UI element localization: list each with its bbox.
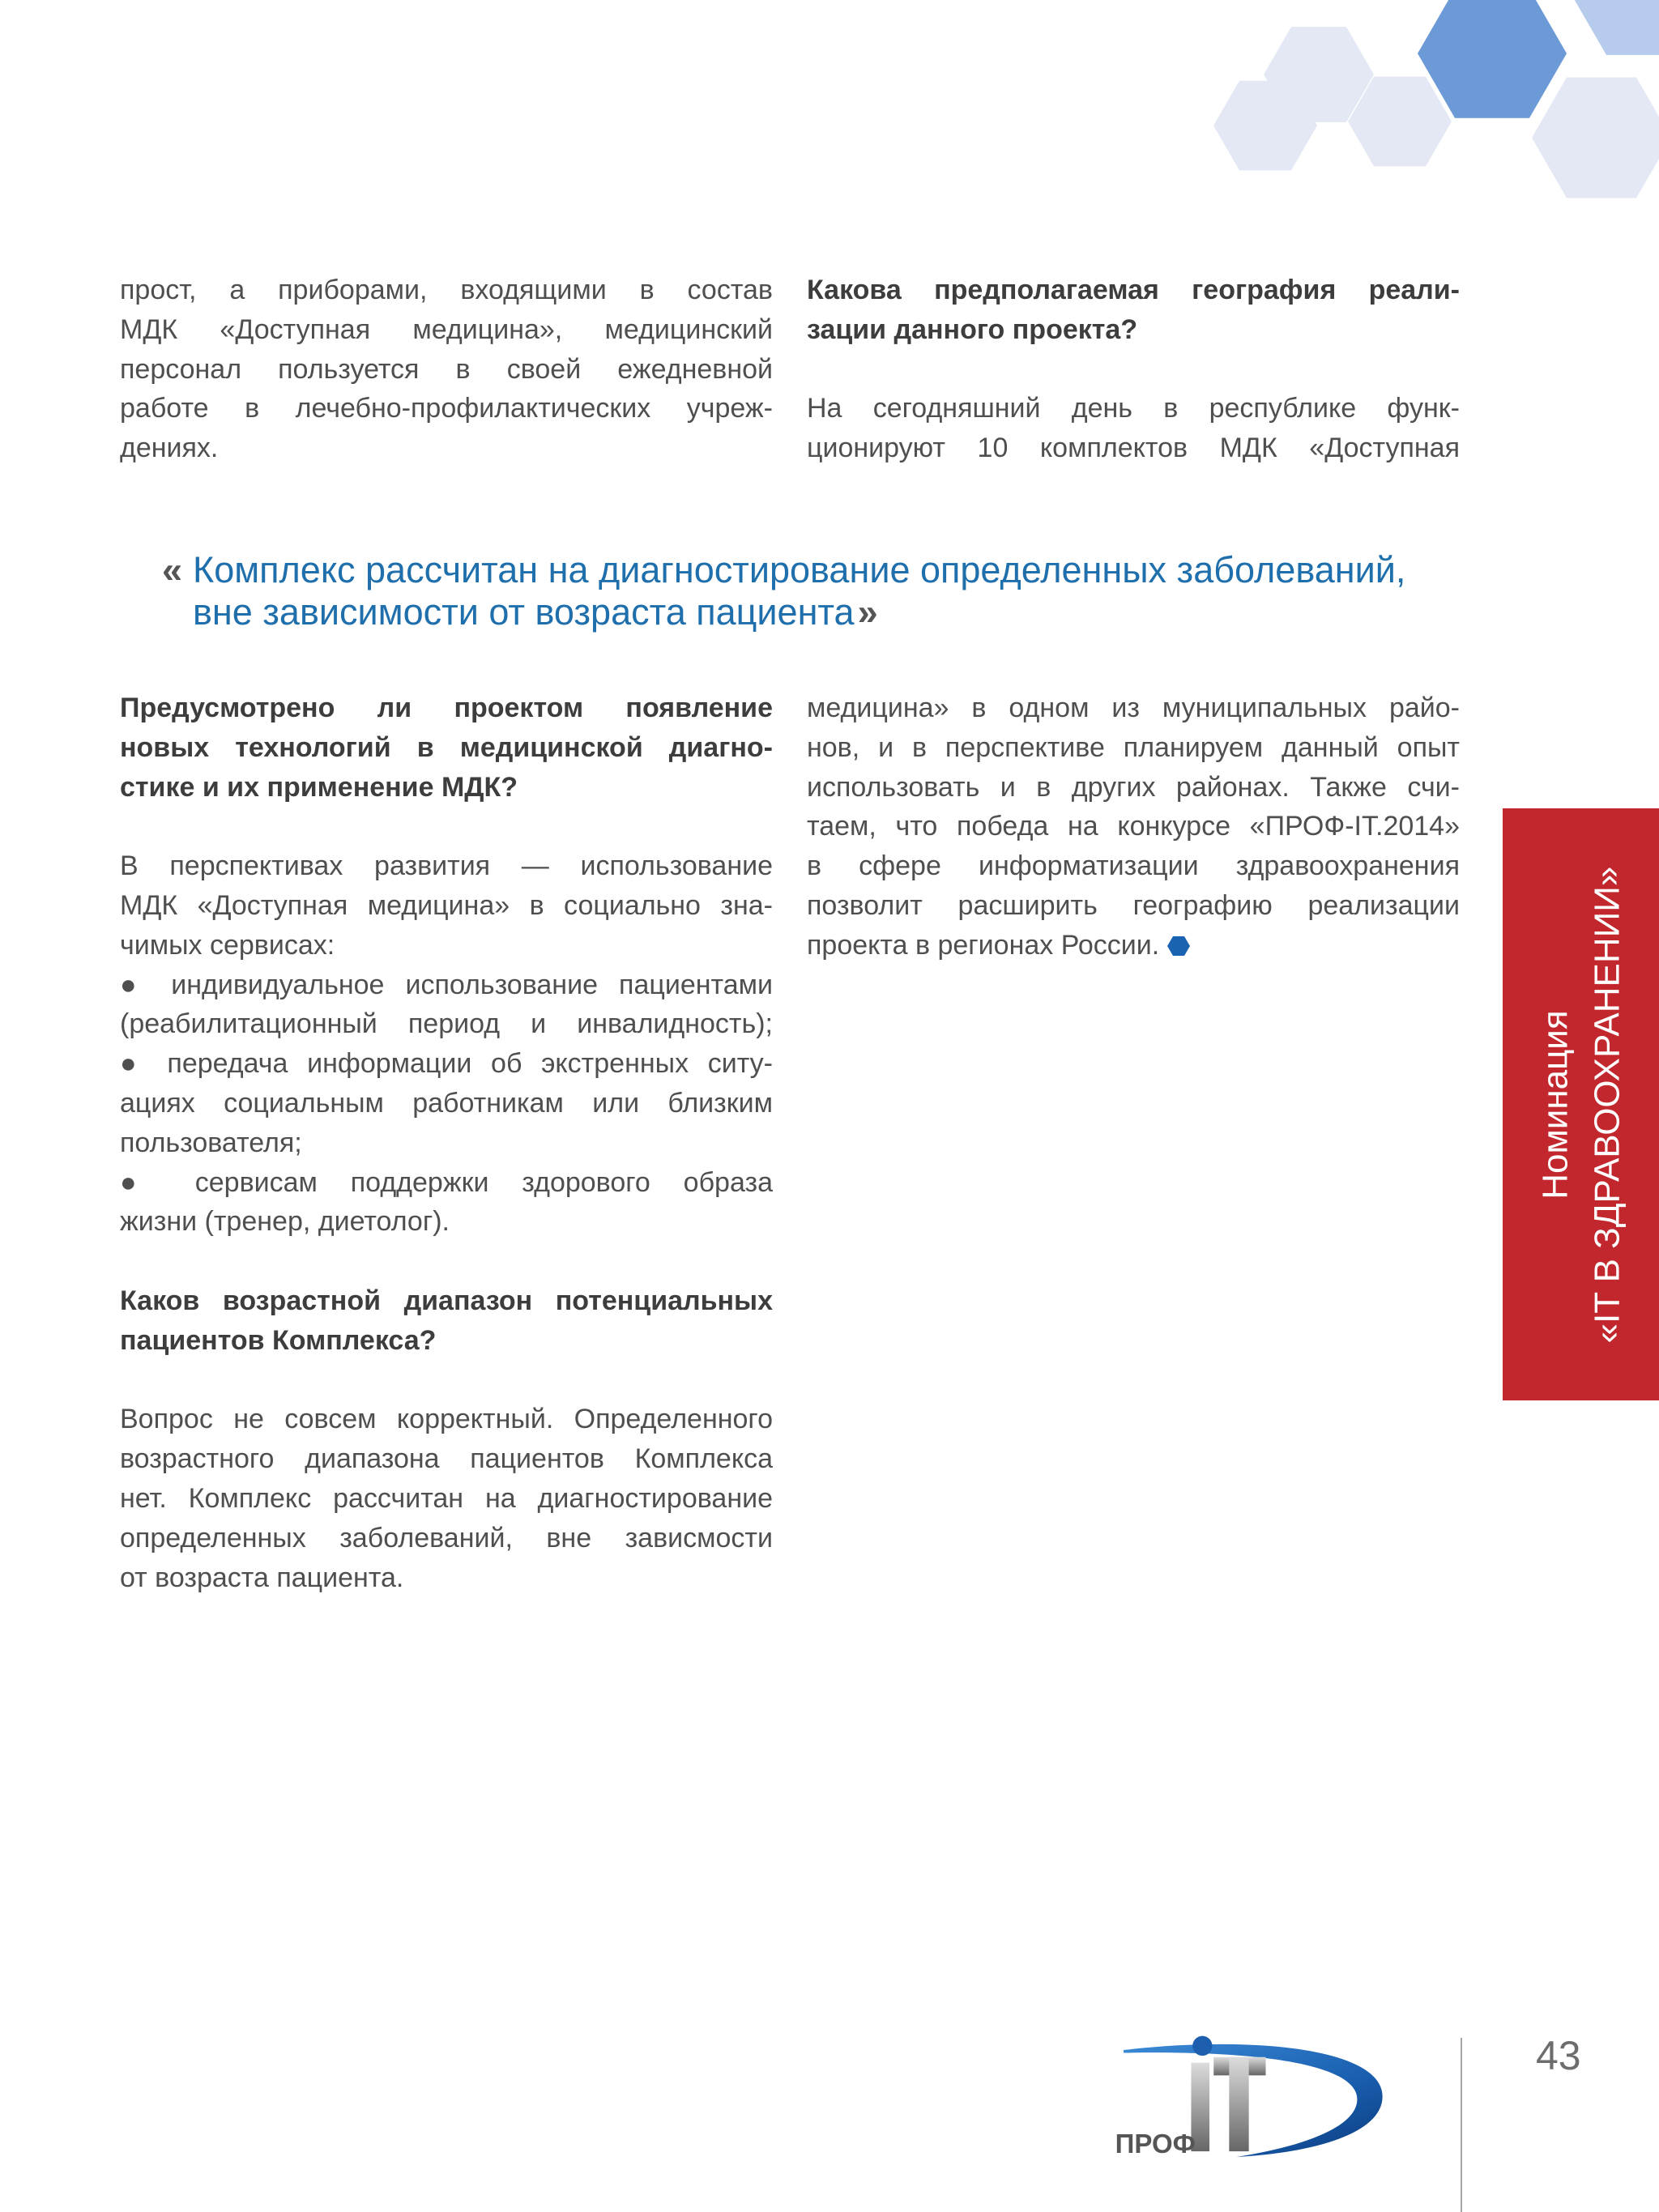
- nomination-side-banner: [1503, 808, 1659, 1400]
- top-right-text-column: [807, 271, 1460, 468]
- body-text-line: ционируют 10 комплектов МДК «Доступная: [807, 433, 1460, 464]
- bullet-item-line: ● передача информации об экстренных ситу-: [120, 1048, 773, 1080]
- body-text-line: работе в лечебно-профилактических учреж-: [120, 393, 773, 424]
- bullet-item-line: ациях социальным работникам или близким: [120, 1087, 773, 1119]
- body-text-line: дениях.: [120, 433, 219, 464]
- paragraph-gap: [807, 350, 1460, 390]
- body-text-line: от возраста пациента.: [120, 1562, 404, 1593]
- body-text-line: позволит расширить географию реализации: [807, 889, 1460, 921]
- pull-quote-text: вне зависимости от возраста пациента: [193, 591, 855, 633]
- paragraph-gap: [120, 1361, 773, 1400]
- right-text-column: [807, 688, 1460, 965]
- pull-quote-text: Комплекс рассчитан на диагностирование определенных заболеваний,: [193, 549, 1406, 590]
- prof-it-logo: [1115, 2029, 1390, 2163]
- hexagon-cluster-icon: [1199, 0, 1659, 211]
- bullet-item-line: жизни (тренер, диетолог).: [120, 1206, 450, 1238]
- question-heading-line: пациентов Комплекса?: [120, 1324, 437, 1356]
- top-left-text-column: [120, 271, 773, 468]
- hexagon-shape: [1570, 0, 1659, 55]
- body-text-line: медицина» в одном из муниципальных райо-: [807, 693, 1460, 723]
- page-number: 43: [1536, 2033, 1581, 2078]
- question-heading-line: Каков возрастной диапазон потенциальных: [120, 1285, 773, 1316]
- bullet-item-line: ● сервисам поддержки здорового образа: [120, 1166, 773, 1198]
- question-heading-line: новых технологий в медицинской диагно-: [120, 731, 773, 763]
- body-text-line: нов, и в перспективе планируем данный опыт: [807, 731, 1460, 763]
- body-text-line: в сфере информатизации здравоохранения: [807, 850, 1460, 882]
- question-heading-line: зации данного проекта?: [807, 313, 1138, 345]
- pull-quote: [162, 549, 1458, 633]
- body-text-line: возрастного диапазона пациентов Комплекса: [120, 1443, 773, 1475]
- paragraph-gap: [120, 1242, 773, 1281]
- question-heading-line: Какова предполагаемая география реали-: [807, 275, 1460, 305]
- banner-line-nomination: Номинация: [1534, 1009, 1575, 1200]
- pull-quote-line: [162, 591, 1458, 633]
- hexagon-shape: [1532, 78, 1659, 198]
- logo-letter-t-stem-shape: [1229, 2057, 1248, 2151]
- quote-open-mark: «: [162, 549, 183, 590]
- bullet-item-line: (реабилитационный период и инвалидность);: [120, 1008, 773, 1040]
- body-text-line: В перспективах развития — использование: [120, 850, 773, 882]
- body-text-line: использовать и в других районах. Также счи-: [807, 771, 1460, 803]
- nomination-banner-text: [1503, 808, 1659, 1400]
- bullet-item-line: ● индивидуальное использование пациентами: [120, 969, 773, 1000]
- body-text-line: таем, что победа на конкурсе «ПРОФ-IT.2014»: [807, 811, 1460, 842]
- body-text-line: прост, а приборами, входящими в состав: [120, 275, 773, 305]
- body-text-line: [807, 926, 1460, 965]
- body-text-line: МДК «Доступная медицина», медицинский: [120, 313, 773, 345]
- paragraph-gap: [120, 807, 773, 846]
- body-text-line-text: проекта в регионах России.: [807, 929, 1160, 961]
- body-text-line: МДК «Доступная медицина» в социально зна-: [120, 889, 773, 921]
- body-text-line: На сегодняшний день в республике функ-: [807, 393, 1460, 424]
- body-text-line: персонал пользуется в своей ежедневной: [120, 353, 773, 385]
- hexagon-end-mark-icon: [1167, 928, 1190, 949]
- body-text-line: определенных заболеваний, вне зависмости: [120, 1522, 773, 1554]
- banner-line-category: «IT В ЗДРАВООХРАНЕНИИ»: [1586, 866, 1627, 1343]
- question-heading-line: стике и их применение МДК?: [120, 771, 518, 803]
- question-heading-line: Предусмотрено ли проектом появление: [120, 693, 773, 723]
- footer-divider: [1461, 2038, 1462, 2212]
- logo-dot-shape: [1192, 2036, 1212, 2056]
- hexagon-shape: [1418, 0, 1567, 118]
- left-text-column: [120, 688, 773, 1597]
- bullet-item-line: пользователя;: [120, 1127, 302, 1158]
- pull-quote-line: [162, 549, 1458, 591]
- logo-text: ПРОФ: [1115, 2128, 1196, 2159]
- body-text-line: нет. Комплекс рассчитан на диагностирование: [120, 1482, 773, 1514]
- quote-close-mark: »: [857, 591, 878, 633]
- body-text-line: чимых сервисах:: [120, 929, 335, 961]
- body-text-line: Вопрос не совсем корректный. Определенного: [120, 1404, 773, 1435]
